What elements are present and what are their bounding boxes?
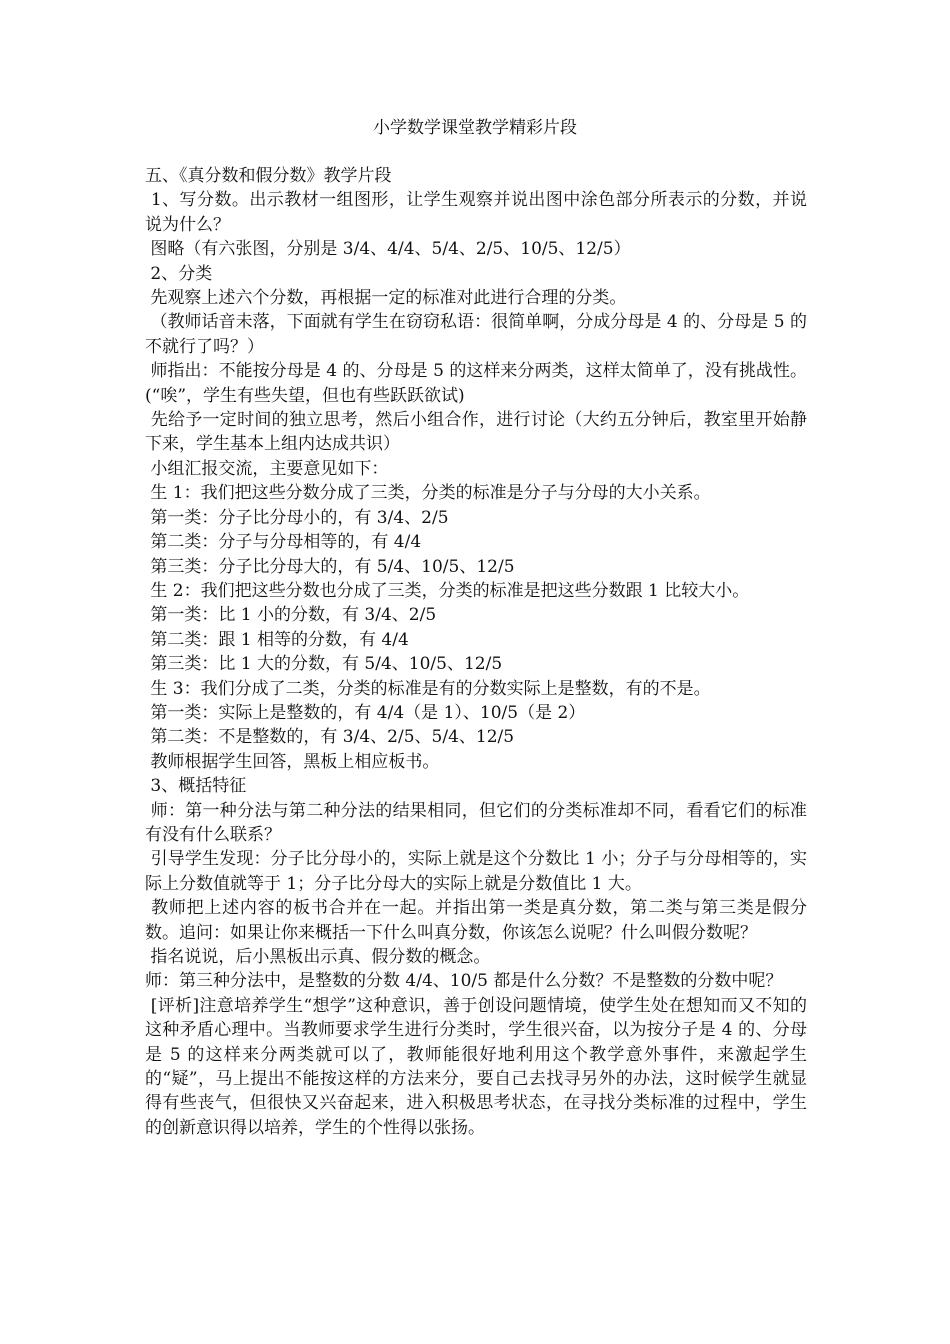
paragraph: 生 3：我们分成了二类，分类的标准是有的分数实际上是整数，有的不是。 [145,678,711,699]
paragraph: 教师把上述内容的板书合并在一起。并指出第一类是真分数，第二类与第三类是假分数。追问：如果让你来概括一下什么叫真分数，你该怎么说呢？什么叫假分数呢？ [145,898,808,943]
paragraph: 师：第一种分法与第二种分法的结果相同，但它们的分类标准却不同，看看它们的标准有没有什么联系？ [145,800,808,845]
paragraph: 1、写分数。出示教材一组图形，让学生观察并说出图中涂色部分所表示的分数，并说说为什么？ [145,190,807,235]
document-body [145,164,807,1140]
paragraph: 师：第三种分法中，是整数的分数 4/4、10/5 都是什么分数？不是整数的分数中呢？ [145,971,783,992]
paragraph: 第二类：分子与分母相等的，有 4/4 [145,532,422,553]
paragraph: 生 2：我们把这些分数也分成了三类，分类的标准是把这些分数跟 1 比较大小。 [145,580,750,601]
document-title: 小学数学课堂教学精彩片段 [373,118,577,138]
paragraph: 小组汇报交流，主要意见如下： [145,458,389,479]
paragraph: 3、概括特征 [145,776,247,797]
paragraph: 第三类：分子比分母大的，有 5/4、10/5、12/5 [145,556,515,577]
paragraph: （教师话音未落，下面就有学生在窃窃私语：很简单啊，分成分母是 4 的、分母是 5 的不就行了吗？） [145,312,807,357]
paragraph: 先给予一定时间的独立思考，然后小组合作，进行讨论（大约五分钟后，教室里开始静下来，学生基本上组内达成共识） [145,410,808,455]
paragraph: 先观察上述六个分数，再根据一定的标准对此进行合理的分类。 [145,288,627,309]
commentary-paragraph: [评析]注意培养学生“想学”这种意识，善于创设问题情境，使学生处在想知而又不知的这种矛盾心理中。当教师要求学生进行分类时，学生很兴奋，以为按分子是 4 的、分母是 5 的这样来分两类就可以了，教师能很好地利用这个教学意外事件，来激起学生的“疑”，马上提出不能按这样的方法来分，要自己去找寻另外的办法，这时候学生就显得有些丧气，但很快又兴奋起来，进入积极思考状态，在寻找分类标准的过程中，学生的创新意识得以培养，学生的个性得以张扬。 [145,995,807,1138]
paragraph: 第一类：实际上是整数的，有 4/4（是 1）、10/5（是 2） [145,702,586,723]
paragraph: 第二类：跟 1 相等的分数，有 4/4 [145,629,409,650]
paragraph: 引导学生发现：分子比分母小的，实际上就是这个分数比 1 小；分子与分母相等的，实际上分数值就等于 1；分子比分母大的实际上就是分数值比 1 大。 [145,849,808,894]
paragraph: 指名说说，后小黑板出示真、假分数的概念。 [145,947,491,967]
paragraph: 第三类：比 1 大的分数，有 5/4、10/5、12/5 [145,654,503,675]
paragraph: 生 1：我们把这些分数分成了三类，分类的标准是分子与分母的大小关系。 [145,483,711,504]
paragraph: 第二类：不是整数的，有 3/4、2/5、5/4、12/5 [145,727,515,748]
paragraph: 师指出：不能按分母是 4 的、分母是 5 的这样来分两类，这样太简单了，没有挑战性。(“唉”，学生有些失望，但也有些跃跃欲试) [145,361,807,406]
paragraph: 2、分类 [145,263,213,284]
paragraph: 教师根据学生回答，黑板上相应板书。 [145,751,440,772]
paragraph: 第一类：分子比分母小的，有 3/4、2/5 [145,507,449,528]
paragraph: 第一类：比 1 小的分数，有 3/4、2/5 [145,605,437,626]
paragraph: 图略（有六张图，分别是 3/4、4/4、5/4、2/5、10/5、12/5） [145,239,631,260]
section-heading: 五、《真分数和假分数》教学片段 [145,166,392,186]
